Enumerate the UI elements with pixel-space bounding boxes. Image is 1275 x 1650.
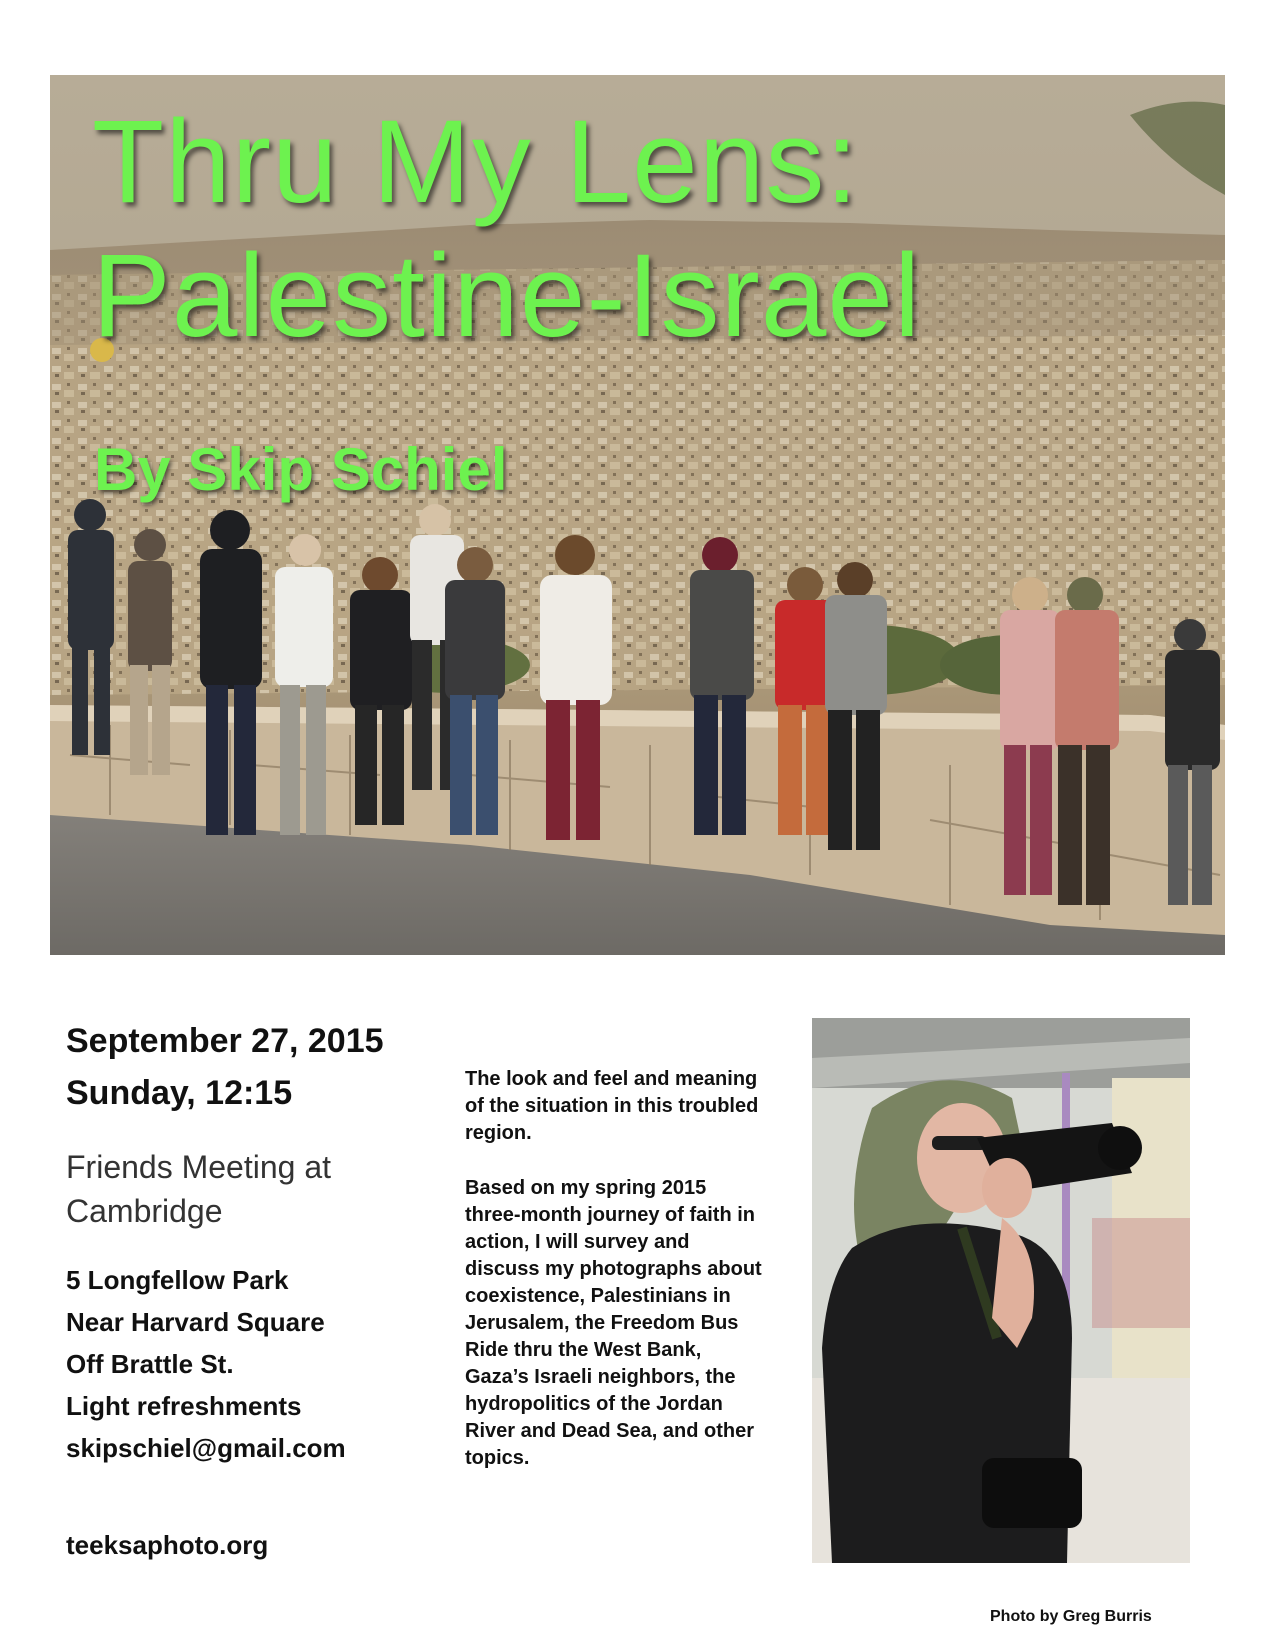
description-paragraph-2: Based on my spring 2015 three-month journey of faith in action, I will survey and discuss my photographs about coexistence, Palestinians in Jerusalem, the Freedom Bus Ride thru the West Bank, Gaza’s Israeli neighbors, the hydropolitics of the Jordan River and Dead Sea, and other topics. — [465, 1177, 762, 1469]
poster-title — [92, 95, 921, 363]
venue-line-1: Friends Meeting at — [66, 1149, 332, 1185]
event-date: September 27, 2015 — [66, 1022, 384, 1060]
contact-email: skipschiel@gmail.com — [66, 1433, 346, 1463]
event-day-time: Sunday, 12:15 — [66, 1074, 293, 1112]
title-line-1: Thru My Lens: — [92, 96, 860, 228]
address-block — [66, 1259, 446, 1469]
refreshments-note: Light refreshments — [66, 1391, 302, 1421]
website: teeksaphoto.org — [66, 1530, 269, 1560]
event-info — [66, 1015, 446, 1469]
venue-name — [66, 1145, 446, 1233]
photographer-portrait — [812, 1018, 1190, 1563]
description-paragraph-1: The look and feel and meaning of the situation in this troubled region. — [465, 1068, 759, 1144]
photographer-photo — [812, 1018, 1190, 1563]
author-byline: By Skip Schiel — [94, 436, 508, 503]
title-line-2: Palestine-Israel — [92, 230, 922, 362]
venue-line-2: Cambridge — [66, 1193, 223, 1229]
address-line: 5 Longfellow Park — [66, 1265, 289, 1295]
photo-credit: Photo by Greg Burris — [990, 1608, 1152, 1625]
address-line: Off Brattle St. — [66, 1349, 234, 1379]
hero-photo — [50, 75, 1225, 955]
description — [465, 1066, 765, 1500]
address-line: Near Harvard Square — [66, 1307, 325, 1337]
